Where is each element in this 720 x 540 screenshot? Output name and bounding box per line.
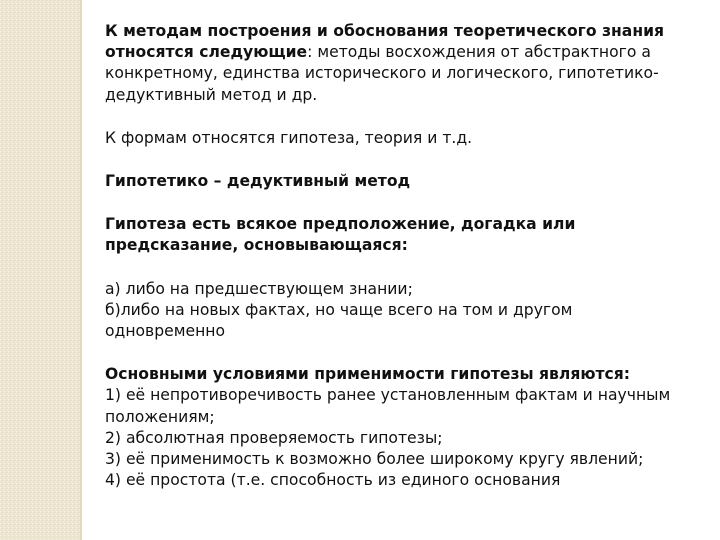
- spacer: [105, 149, 690, 171]
- section-heading: Гипотетико – дедуктивный метод: [105, 172, 411, 191]
- methods-paragraph-rest: : методы восхождения от абстрактного а конкретному, единства исторического и логического, гипотетико-дедуктивный метод и др.: [105, 43, 659, 104]
- condition-item-2: 2) абсолютная проверяемость гипотезы;: [105, 428, 443, 447]
- condition-item-3: 3) её применимость к возможно более широкому кругу явлений;: [105, 450, 644, 469]
- spacer: [105, 106, 690, 128]
- side-band-edge: [80, 0, 82, 540]
- methods-paragraph-bold: К методам построения и обоснования теоретического знания относятся следующие: [105, 22, 665, 62]
- option-item-b: б)либо на новых фактах, но чаще всего на том и другом одновременно: [105, 300, 573, 341]
- forms-paragraph: К формам относятся гипотеза, теория и т.д.: [105, 128, 473, 147]
- condition-item-4: 4) её простота (т.е. способность из единого основания: [105, 471, 561, 490]
- conditions-heading: Основными условиями применимости гипотезы являются:: [105, 365, 631, 384]
- spacer: [105, 192, 690, 214]
- spacer: [105, 342, 690, 364]
- decorative-side-band: [0, 0, 80, 540]
- option-item-a: а) либо на предшествующем знании;: [105, 279, 413, 298]
- methods-paragraph: [105, 21, 690, 106]
- hypothesis-definition: Гипотеза есть всякое предположение, догадка или предсказание, основывающаяся:: [105, 215, 576, 255]
- spacer: [105, 257, 690, 279]
- condition-item-1: 1) её непротиворечивость ранее установленным фактам и научным положениям;: [105, 386, 671, 426]
- slide-text: [105, 21, 690, 491]
